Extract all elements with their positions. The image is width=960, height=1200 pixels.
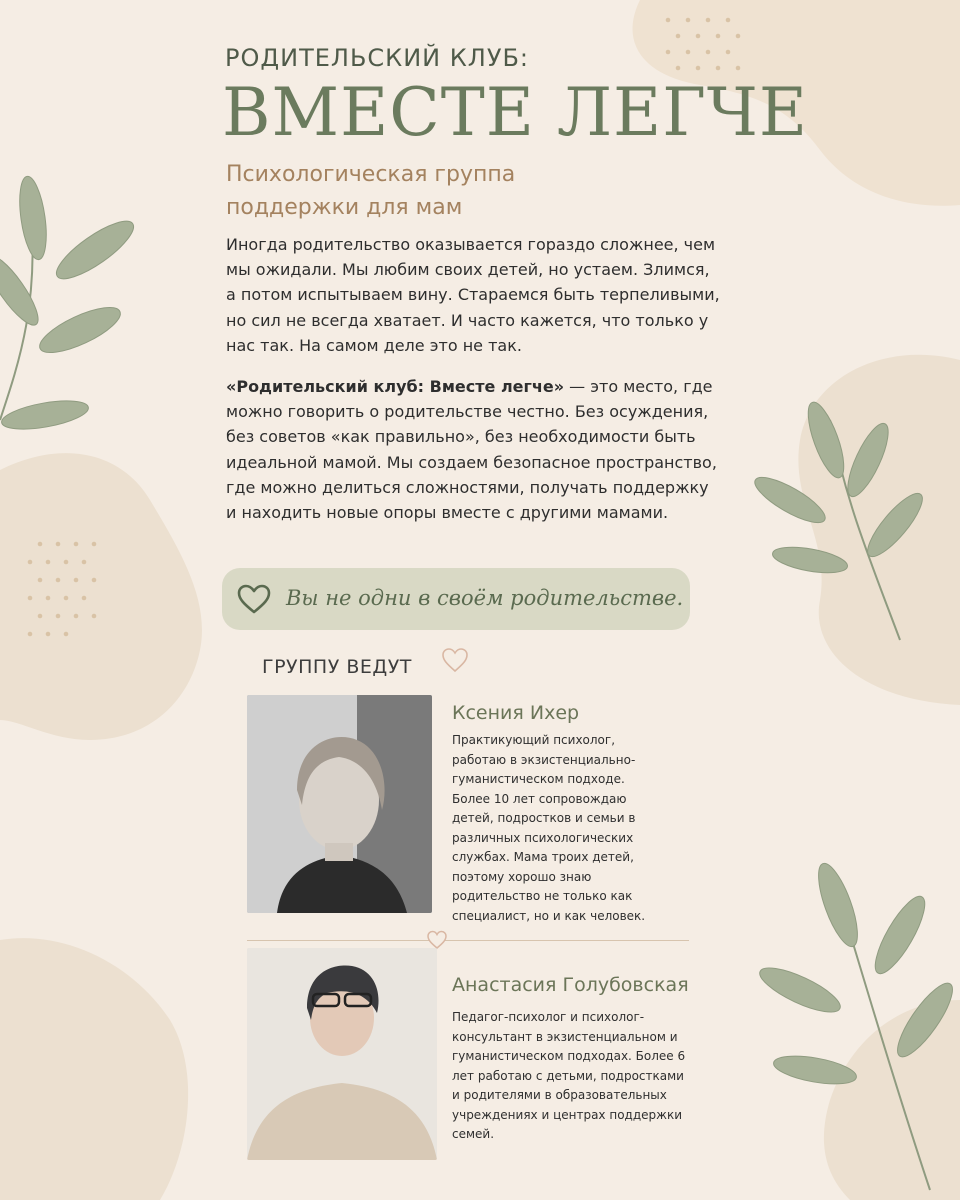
leader-photo-anastasia — [247, 948, 437, 1160]
divider — [247, 940, 689, 941]
page-title: ВМЕСТЕ ЛЕГЧЕ — [222, 74, 809, 151]
intro-paragraph-2-text: — это место, где можно говорить о родительстве честно. Без осуждения, без советов «как правильно», без необходимости быть идеальной мамой. Мы создаем безопасное пространство, где можно делиться сложностями, получать поддержку и находить новые опоры вместе с другими мамами. — [226, 377, 717, 523]
subtitle-line-2: поддержки для мам — [226, 195, 463, 220]
portrait-image — [247, 948, 437, 1160]
support-banner-text: Вы не одни в своём родительстве. — [286, 586, 684, 610]
intro-paragraph-1: Иногда родительство оказывается гораздо сложнее, чем мы ожидали. Мы любим своих детей, но устаем. Злимся, а потом испытываем вину. Стараемся быть терпеливыми, но сил не всегда хватает. И часто кажется, что только у нас так. На самом деле это не так. — [226, 235, 720, 355]
leader-bio: Педагог-психолог и психолог-консультант в экзистенциальном и гуманистическом подходах. Более 6 лет работаю с детьми, подростками и родителями в образовательных учреждениях и центрах поддержки семей. — [452, 1010, 686, 1141]
subtitle-line-1: Психологическая группа — [226, 162, 516, 187]
heart-decor-icon — [440, 646, 470, 674]
club-kicker: РОДИТЕЛЬСКИЙ КЛУБ: — [225, 44, 529, 72]
leaf-branch-left-icon — [0, 175, 141, 435]
leader-name: Ксения Ихер — [452, 702, 580, 724]
leader-bio: Практикующий психолог, работаю в экзистенциально-гуманистическом подходе. Более 10 лет сопровождаю детей, подростков и семьи в различных психологических службах. Мама троих детей, поэтому хорошо знаю родительство не только как специалист, но и как человек. — [452, 733, 646, 923]
intro-paragraph-2 — [226, 374, 720, 525]
page-subtitle — [226, 158, 646, 224]
leader-name: Анастасия Голубовская — [452, 974, 689, 996]
heart-outline-icon — [236, 583, 272, 615]
support-banner — [222, 568, 690, 630]
portrait-image — [247, 695, 432, 913]
leaders-heading: ГРУППУ ВЕДУТ — [262, 656, 412, 678]
leader-photo-ksenia — [247, 695, 432, 913]
club-name-bold: «Родительский клуб: Вместе легче» — [226, 377, 565, 396]
